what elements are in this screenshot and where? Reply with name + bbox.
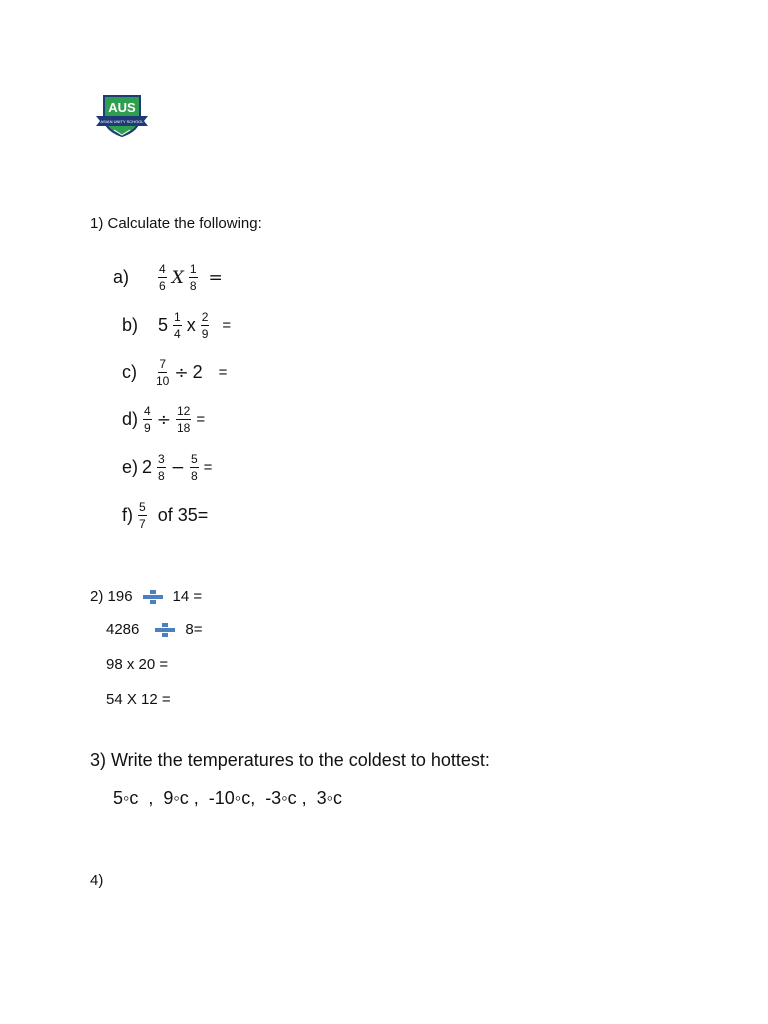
denominator: 8 — [190, 469, 198, 483]
item-label: e) — [122, 457, 139, 477]
question-2-line-3: 98 x 20 = — [106, 656, 169, 673]
equals-sign: = — [196, 411, 206, 428]
fraction — [176, 405, 191, 434]
equals-sign: = — [203, 459, 213, 476]
question-1-title: 1) Calculate the following: — [90, 215, 262, 232]
numerator: 1 — [189, 262, 197, 276]
fraction — [158, 263, 167, 292]
svg-text:ASIAN UNITY SCHOOL: ASIAN UNITY SCHOOL — [100, 119, 144, 124]
fraction — [173, 311, 182, 340]
denominator: 10 — [156, 374, 170, 388]
denominator: 18 — [176, 421, 191, 435]
item-label: f) — [122, 505, 133, 525]
equals-sign: = — [222, 317, 232, 334]
number: 2 — [192, 362, 203, 382]
fraction — [138, 501, 147, 530]
fraction — [189, 263, 198, 292]
whole-number: 2 — [142, 457, 153, 477]
equals-sign: = — [208, 267, 223, 288]
question-1f — [122, 501, 208, 530]
item-label: c) — [122, 362, 137, 382]
denominator: 8 — [158, 469, 165, 483]
question-4-label: 4) — [90, 872, 104, 889]
numerator: 5 — [190, 452, 198, 466]
divide-sign: ÷ — [174, 362, 189, 383]
fraction — [201, 311, 210, 340]
item-label: a) — [113, 267, 130, 287]
divide-icon — [143, 590, 163, 604]
temperature-list: 5◦c , 9◦c , -10◦c, -3◦c , 3◦c — [113, 788, 342, 808]
equals-sign: = — [218, 364, 228, 381]
numerator: 4 — [144, 404, 151, 418]
question-1b — [122, 311, 231, 340]
question-1a — [113, 263, 223, 292]
numerator: 4 — [159, 262, 166, 276]
question-2-line-4: 54 X 12 = — [106, 691, 171, 708]
question-2-line-1 — [90, 588, 202, 605]
denominator: 9 — [144, 421, 151, 435]
divisor: 8= — [185, 621, 203, 638]
multiply-sign: x — [186, 315, 196, 335]
item-label: d) — [122, 409, 139, 429]
whole-number: 5 — [158, 315, 169, 335]
divide-icon — [155, 623, 175, 637]
school-logo — [94, 92, 150, 138]
numerator: 1 — [174, 310, 181, 324]
dividend: 2) 196 — [90, 588, 133, 605]
fraction — [143, 405, 152, 434]
denominator: 9 — [201, 327, 209, 341]
question-2-line-2 — [106, 621, 202, 638]
item-label: b) — [122, 315, 139, 335]
fraction — [190, 453, 199, 482]
numerator: 3 — [158, 452, 165, 466]
multiply-sign: X — [171, 267, 184, 288]
question-1d — [122, 405, 205, 434]
minus-sign: − — [170, 457, 185, 478]
numerator: 7 — [159, 357, 167, 371]
question-1e — [122, 453, 212, 482]
fraction — [156, 358, 169, 387]
of-text: of 35= — [157, 505, 209, 525]
question-3-title: 3) Write the temperatures to the coldest to hottest: — [90, 750, 490, 770]
divisor: 14 = — [172, 588, 203, 605]
denominator: 8 — [189, 279, 197, 293]
denominator: 6 — [159, 279, 166, 293]
denominator: 4 — [174, 327, 181, 341]
school-crest-icon — [94, 92, 150, 138]
numerator: 12 — [176, 404, 191, 418]
denominator: 7 — [139, 517, 146, 531]
fraction — [157, 453, 166, 482]
question-1c — [122, 358, 227, 387]
numerator: 2 — [201, 310, 209, 324]
dividend: 4286 — [106, 621, 140, 638]
svg-text:AUS: AUS — [108, 100, 136, 115]
divide-sign: ÷ — [156, 409, 171, 430]
numerator: 5 — [139, 500, 146, 514]
